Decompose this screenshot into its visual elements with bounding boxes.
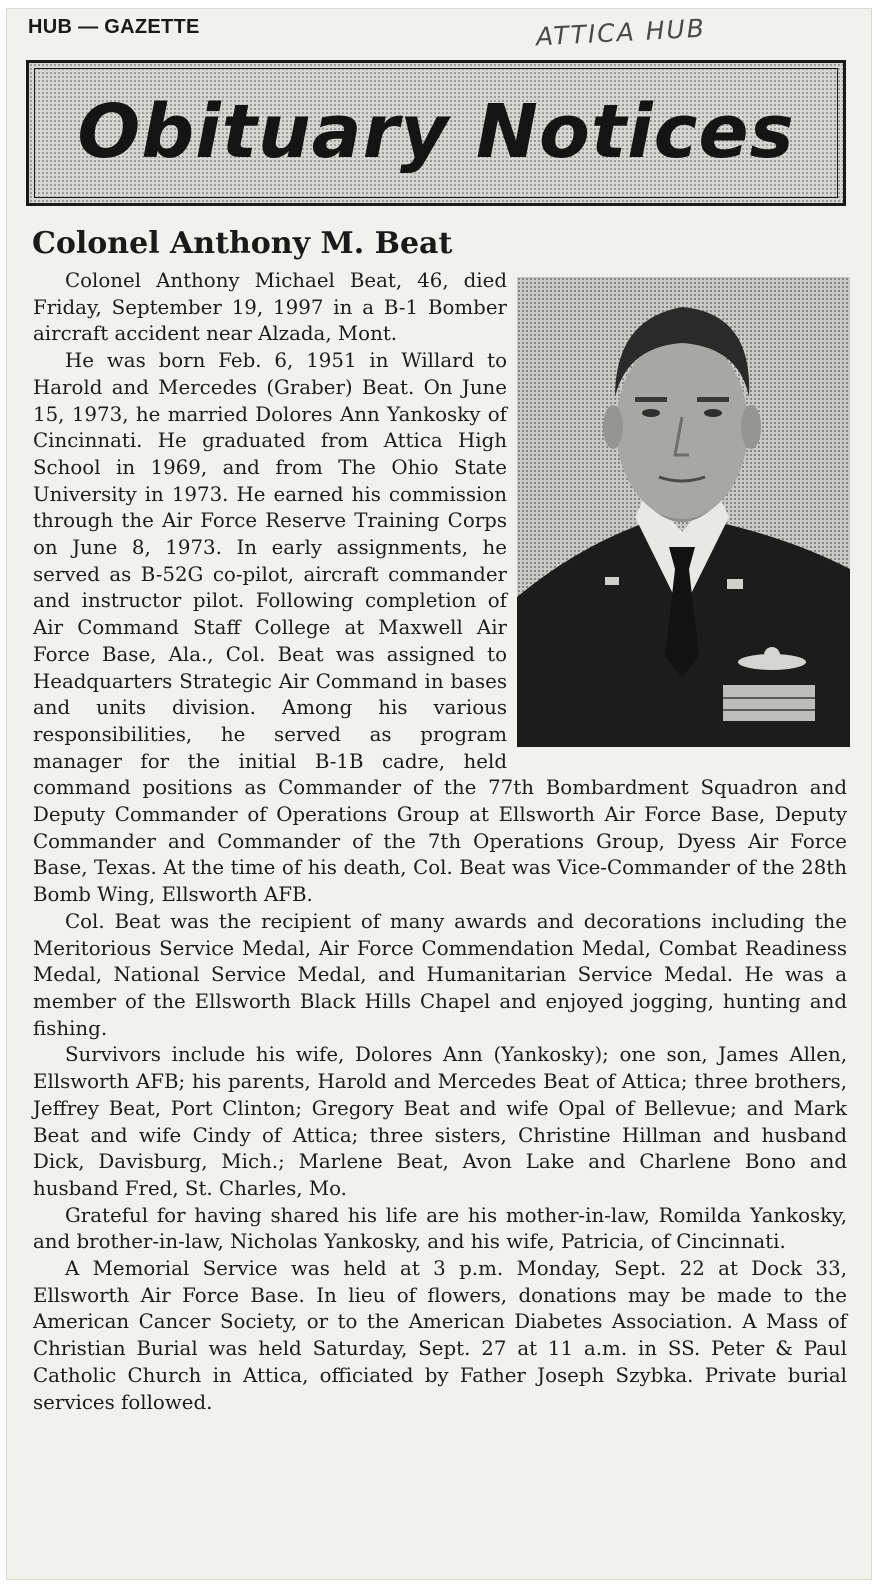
banner-title: Obituary Notices xyxy=(77,89,795,175)
handwritten-note: ATTICA HUB xyxy=(535,13,707,52)
section-banner xyxy=(26,60,846,206)
paragraph: He was born Feb. 6, 1951 in Willard to Harold and Mercedes (Graber) Beat. On June 15, 1973, he married Dolores Ann Yankosky of Cincinnati. He graduated from Attica High School in 1969, and from The Ohio State University in 1973. He earned his commission through the Air Force Reserve Training Corps on June 8, 1973. In early assignments, he served as B-52G co-pilot, aircraft commander and instructor pilot. Following completion of Air Command Staff College at Maxwell Air Force Base, Ala., Col. Beat was assigned to Headquarters Strategic Air Command in bases and units division. Among his various responsibilities, he served as program manager for the initial B-1B cadre, held command positions as Commander of the 77th Bombardment Squadron and Deputy Commander of Operations Group at Ellsworth Air Force Base, Deputy Commander and Commander of the 7th Operations Group, Dyess Air Force Base, Texas. At the time of his death, Col. Beat was Vice-Commander of the 28th Bomb Wing, Ellsworth AFB. xyxy=(33,349,847,907)
photo-space xyxy=(507,272,847,750)
paragraph: Colonel Anthony Michael Beat, 46, died Friday, September 19, 1997 in a B-1 Bomber aircraft accident near Alzada, Mont. xyxy=(33,269,507,346)
obituary-body xyxy=(33,268,847,1416)
paragraph: Col. Beat was the recipient of many awards and decorations including the Meritorious Service Medal, Air Force Commendation Medal, Combat Readiness Medal, National Service Medal, and Humanitarian Service Medal. He was a member of the Ellsworth Black Hills Chapel and enjoyed jogging, hunting and fishing. xyxy=(33,909,847,1040)
obituary-headline: Colonel Anthony M. Beat xyxy=(32,226,453,261)
paragraph: A Memorial Service was held at 3 p.m. Monday, Sept. 22 at Dock 33, Ellsworth Air Force Base. In lieu of flowers, donations may be made to the American Cancer Society, or to the American Diabetes Association. A Mass of Christian Burial was held Saturday, Sept. 27 at 11 a.m. in SS. Peter & Paul Catholic Church in Attica, officiated by Father Joseph Szybka. Private burial services followed. xyxy=(33,1257,847,1414)
masthead: HUB — GAZETTE xyxy=(28,16,200,38)
paragraph: Survivors include his wife, Dolores Ann (Yankosky); one son, James Allen, Ellsworth AFB; his parents, Harold and Mercedes Beat of Attica; three brothers, Jeffrey Beat, Port Clinton; Gregory Beat and wife Opal of Bellevue; and Mark Beat and wife Cindy of Attica; three sisters, Christine Hillman and husband Dick, Davisburg, Mich.; Marlene Beat, Avon Lake and Charlene Bono and husband Fred, St. Charles, Mo. xyxy=(33,1043,847,1200)
paragraph: Grateful for having shared his life are his mother-in-law, Romilda Yankosky, and brother-in-law, Nicholas Yankosky, and his wife, Patricia, of Cincinnati. xyxy=(33,1203,847,1254)
